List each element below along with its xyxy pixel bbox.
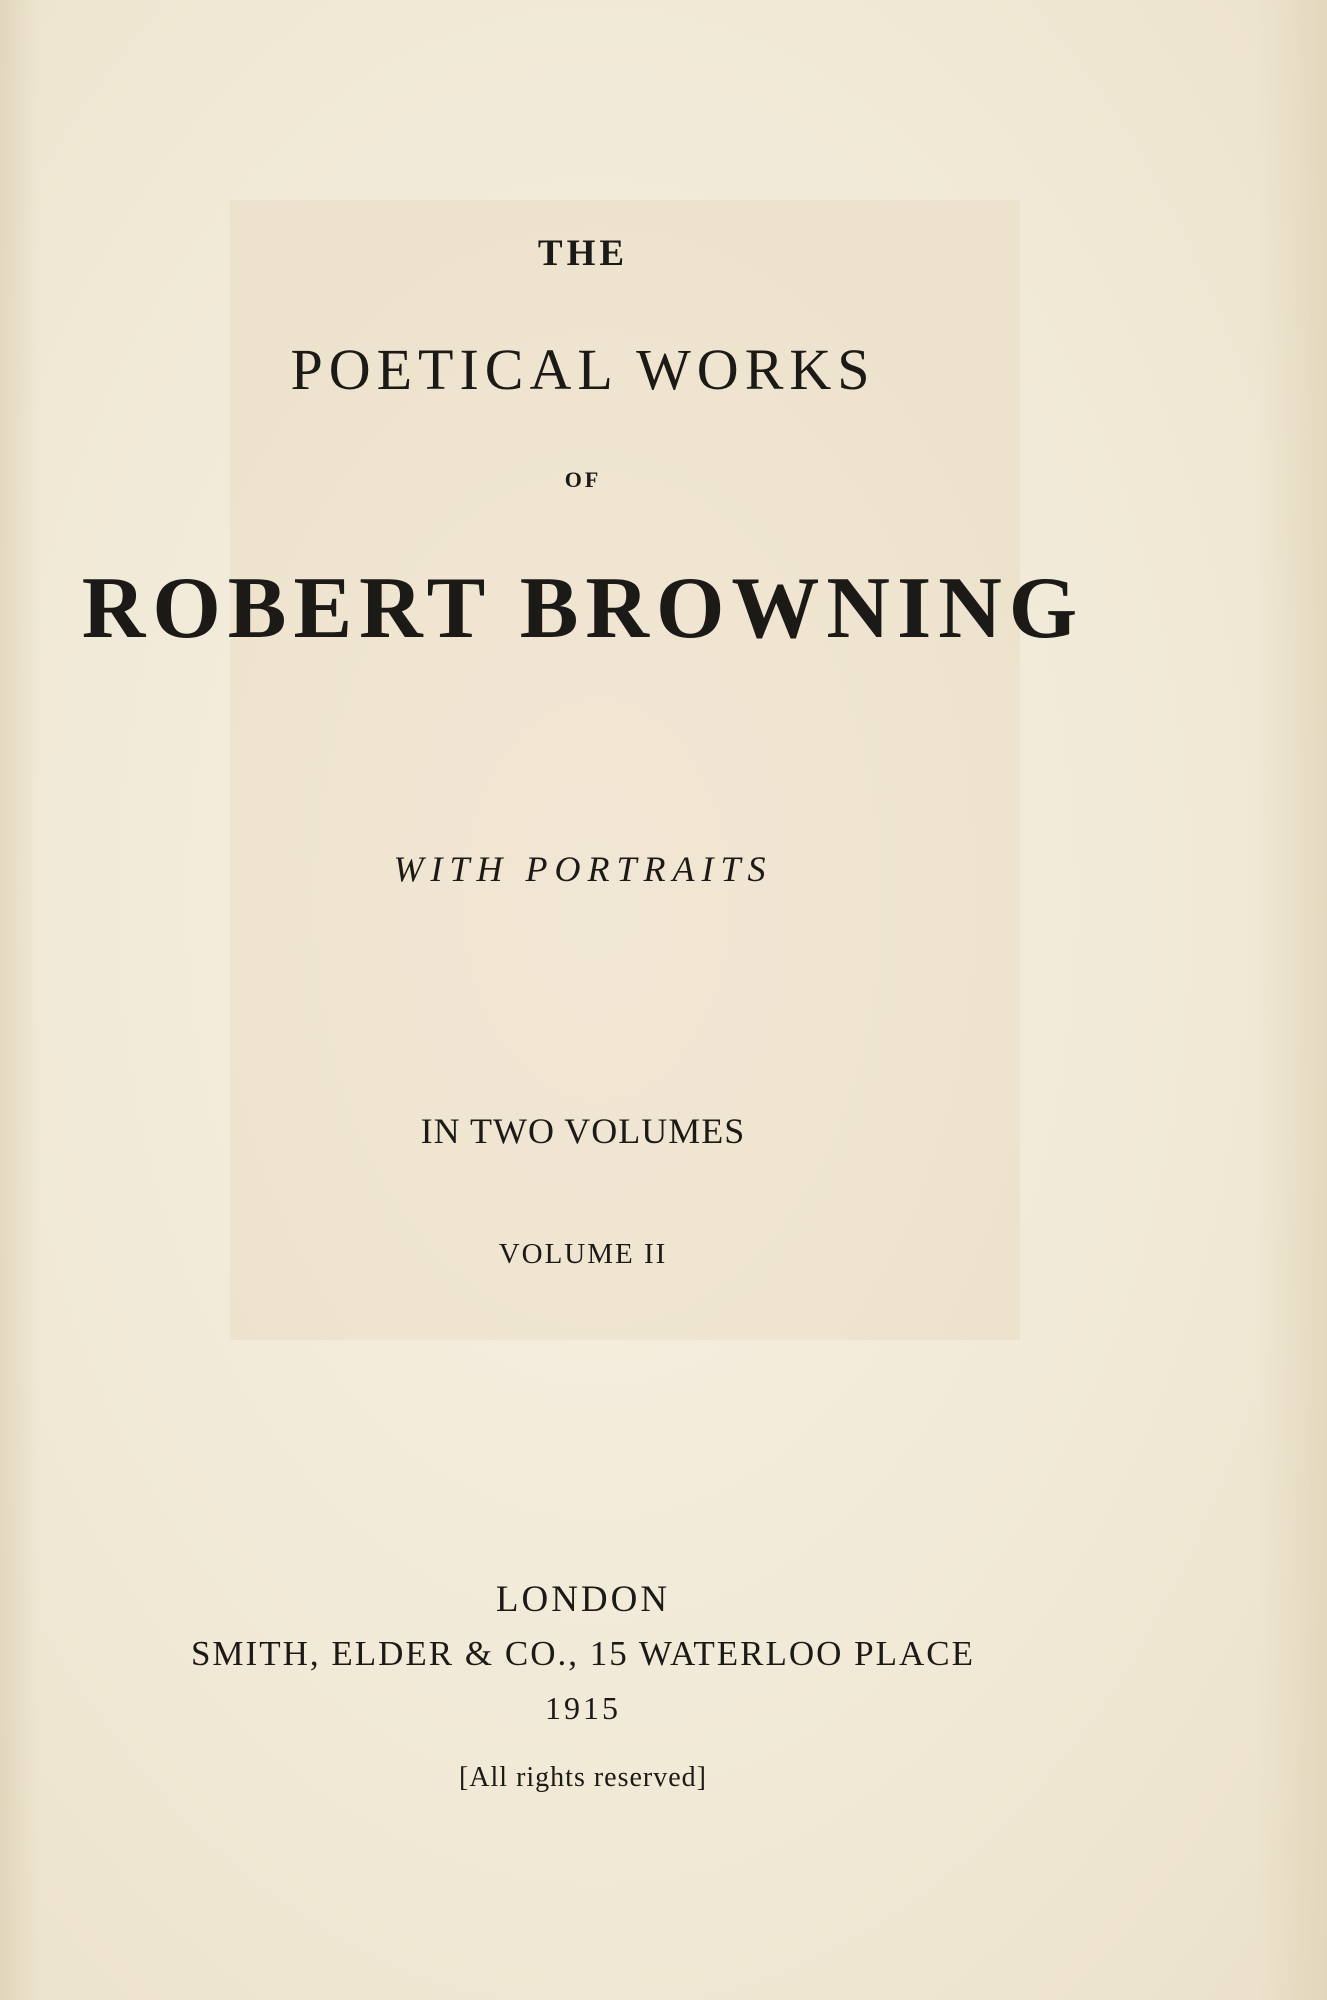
volume-number-row [0,1238,1166,1271]
title-works-row [0,336,1166,403]
rights-notice: [All rights reserved] [458,1762,708,1793]
author-row [0,558,1166,659]
publisher-row [0,1634,1166,1674]
imprint-publisher: SMITH, ELDER & CO., 15 WATERLOO PLACE [190,1634,976,1673]
page-shadow-right [1257,0,1327,2000]
title-works: POETICAL WORKS [290,337,876,402]
title-of: OF [564,467,602,492]
year-row [0,1690,1166,1727]
imprint-place: LONDON [495,1579,671,1620]
title-of-row [0,467,1166,493]
volume-number: VOLUME II [498,1238,668,1270]
place-row [0,1578,1166,1621]
title-the: THE [537,233,629,274]
subtitle: WITH PORTRAITS [393,849,773,889]
rights-row [0,1762,1166,1794]
subtitle-row [0,848,1166,890]
volumes-count: IN TWO VOLUMES [420,1111,746,1151]
imprint-year: 1915 [545,1690,621,1726]
volumes-row [0,1110,1166,1152]
title-the-row [0,232,1166,275]
author-name: ROBERT BROWNING [81,560,1085,657]
